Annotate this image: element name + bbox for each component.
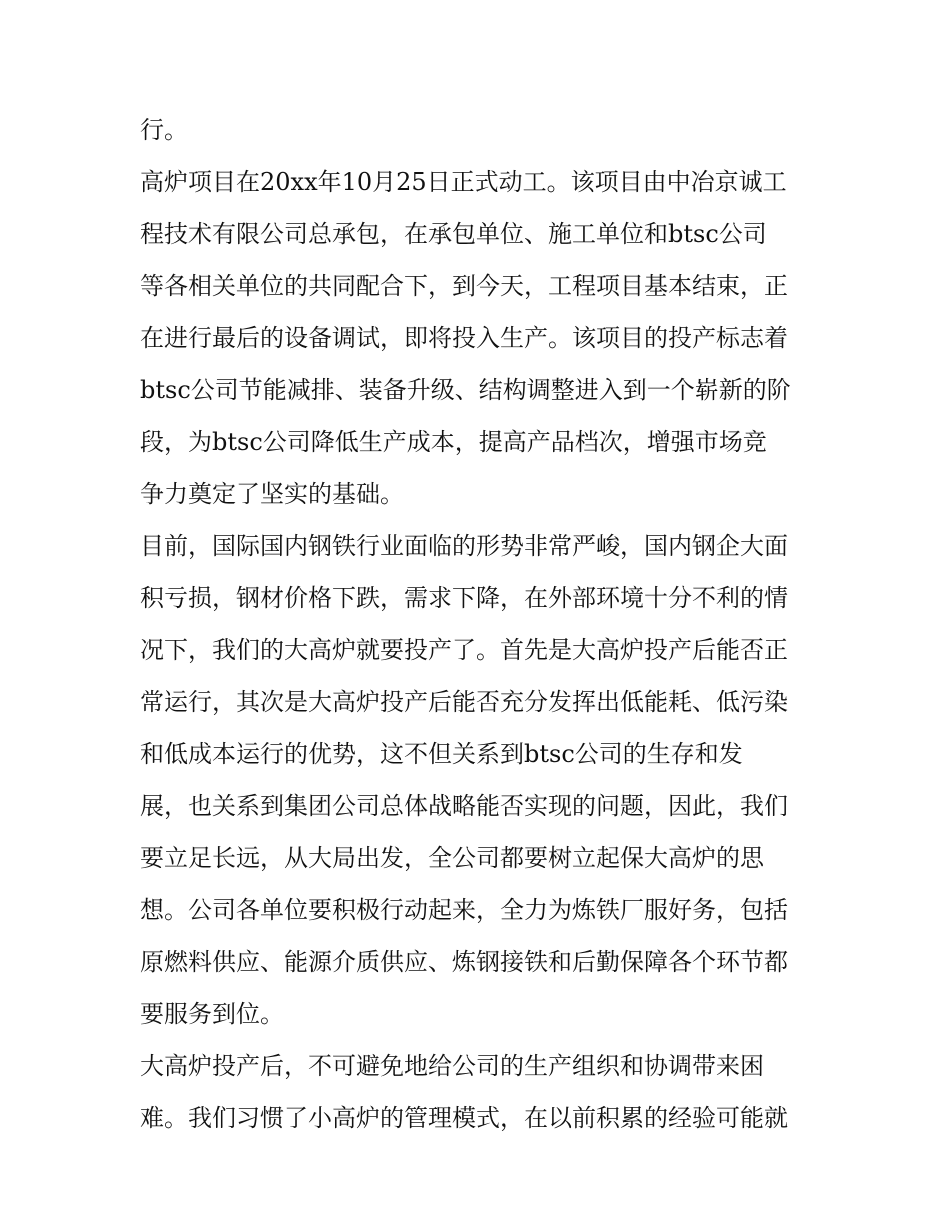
paragraph-2: 高炉项目在20xx年10月25日正式动工。该项目由中冶京诚工 程技术有限公司总承包，在承包单位、施工单位和btsc公司 等各相关单位的共同配合下，到今天，工程项目基本结束，正 在进行最后的设备调试，即将投入生产。该项目的投产标志着 btsc公司节能减排、装备升级、结构调整进入到一个崭新的阶 段，为btsc公司降低生产成本，提高产品档次，增强市场竞 争力奠定了坚实的基础。 (140, 168, 791, 508)
paragraph-1: 行。 (140, 116, 188, 144)
paragraph-4: 大高炉投产后，不可避免地给公司的生产组织和协调带来困 难。我们习惯了小高炉的管理模式，在以前积累的经验可能就 (140, 1052, 788, 1132)
paragraph-3: 目前，国际国内钢铁行业面临的形势非常严峻，国内钢企大面 积亏损，钢材价格下跌，需求下降，在外部环境十分不利的情 况下，我们的大高炉就要投产了。首先是大高炉投产后能否正 常运行，其次是大高炉投产后能否充分发挥出低能耗、低污染 和低成本运行的优势，这不但关系到btsc公司的生存和发 展，也关系到集团公司总体战略能否实现的问题，因此，我们 要立足长远，从大局出发，全公司都要树立起保大高炉的思 想。公司各单位要积极行动起来，全力为炼铁厂服好务，包括 原燃料供应、能源介质供应、炼钢接铁和后勤保障各个环节都 要服务到位。 (140, 532, 788, 1028)
document-body (140, 104, 820, 1144)
